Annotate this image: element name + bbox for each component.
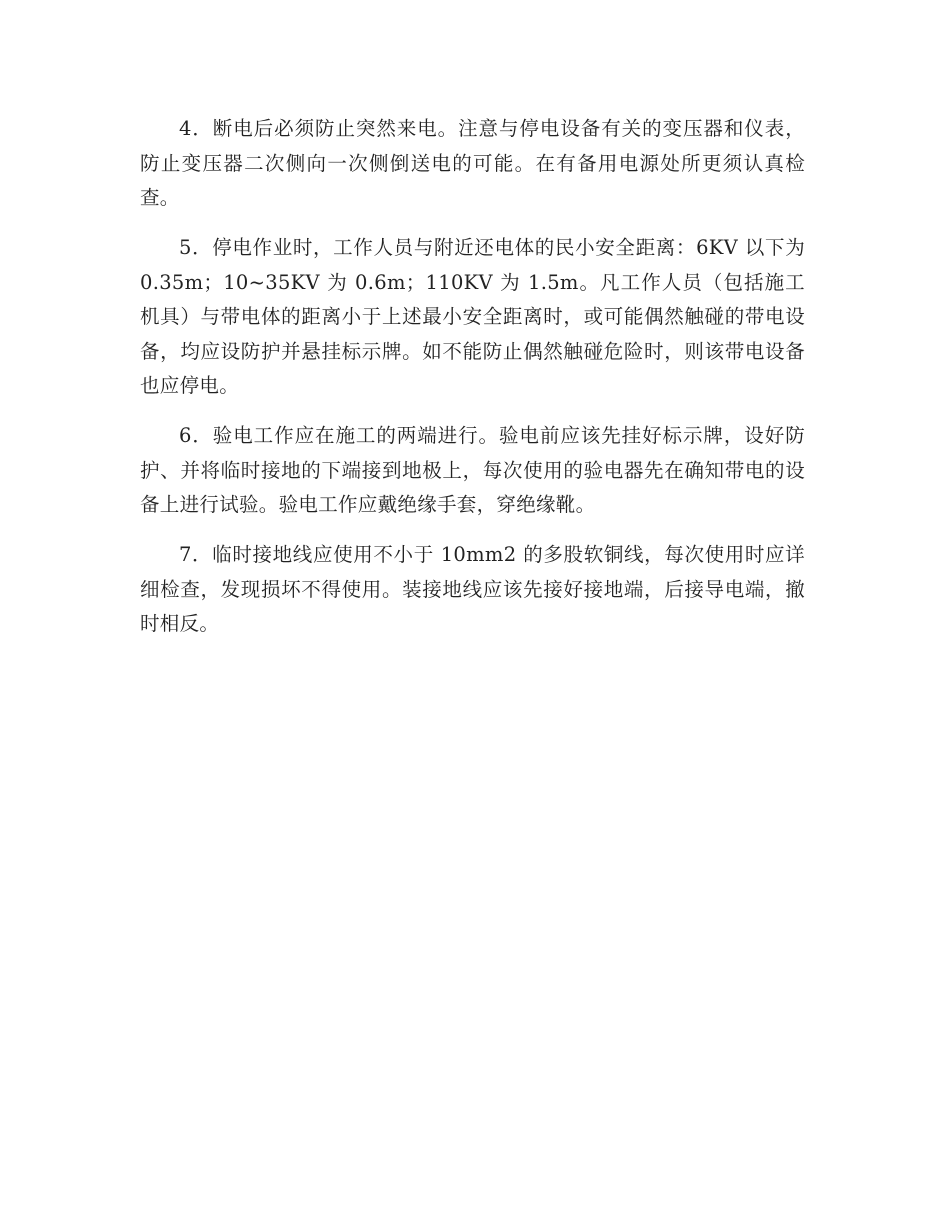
paragraph-7: 7．临时接地线应使用不小于 10mm2 的多股软铜线，每次使用时应详细检查，发现损坏不得使用。装接地线应该先接好接地端，后接导电端，撤时相反。 (140, 543, 805, 635)
paragraph-6: 6．验电工作应在施工的两端进行。验电前应该先挂好标示牌，设好防护、并将临时接地的下端接到地极上，每次使用的验电器先在确知带电的设备上进行试验。验电工作应戴绝缘手套，穿绝缘靴。 (140, 424, 805, 516)
paragraph-5: 5．停电作业时，工作人员与附近还电体的民小安全距离：6KV 以下为 0.35m；10~35KV 为 0.6m；110KV 为 1.5m。凡工作人员（包括施工机具）与带电体的距离小于上述最小安全距离时，或可能偶然触碰的带电设备，均应设防护并悬挂标示牌。如不能防止偶然触碰危险时，则该带电设备也应停电。 (140, 236, 805, 397)
document-body (140, 112, 805, 657)
paragraph-4: 4．断电后必须防止突然来电。注意与停电设备有关的变压器和仪表，防止变压器二次侧向一次侧倒送电的可能。在有备用电源处所更须认真检查。 (140, 117, 805, 209)
